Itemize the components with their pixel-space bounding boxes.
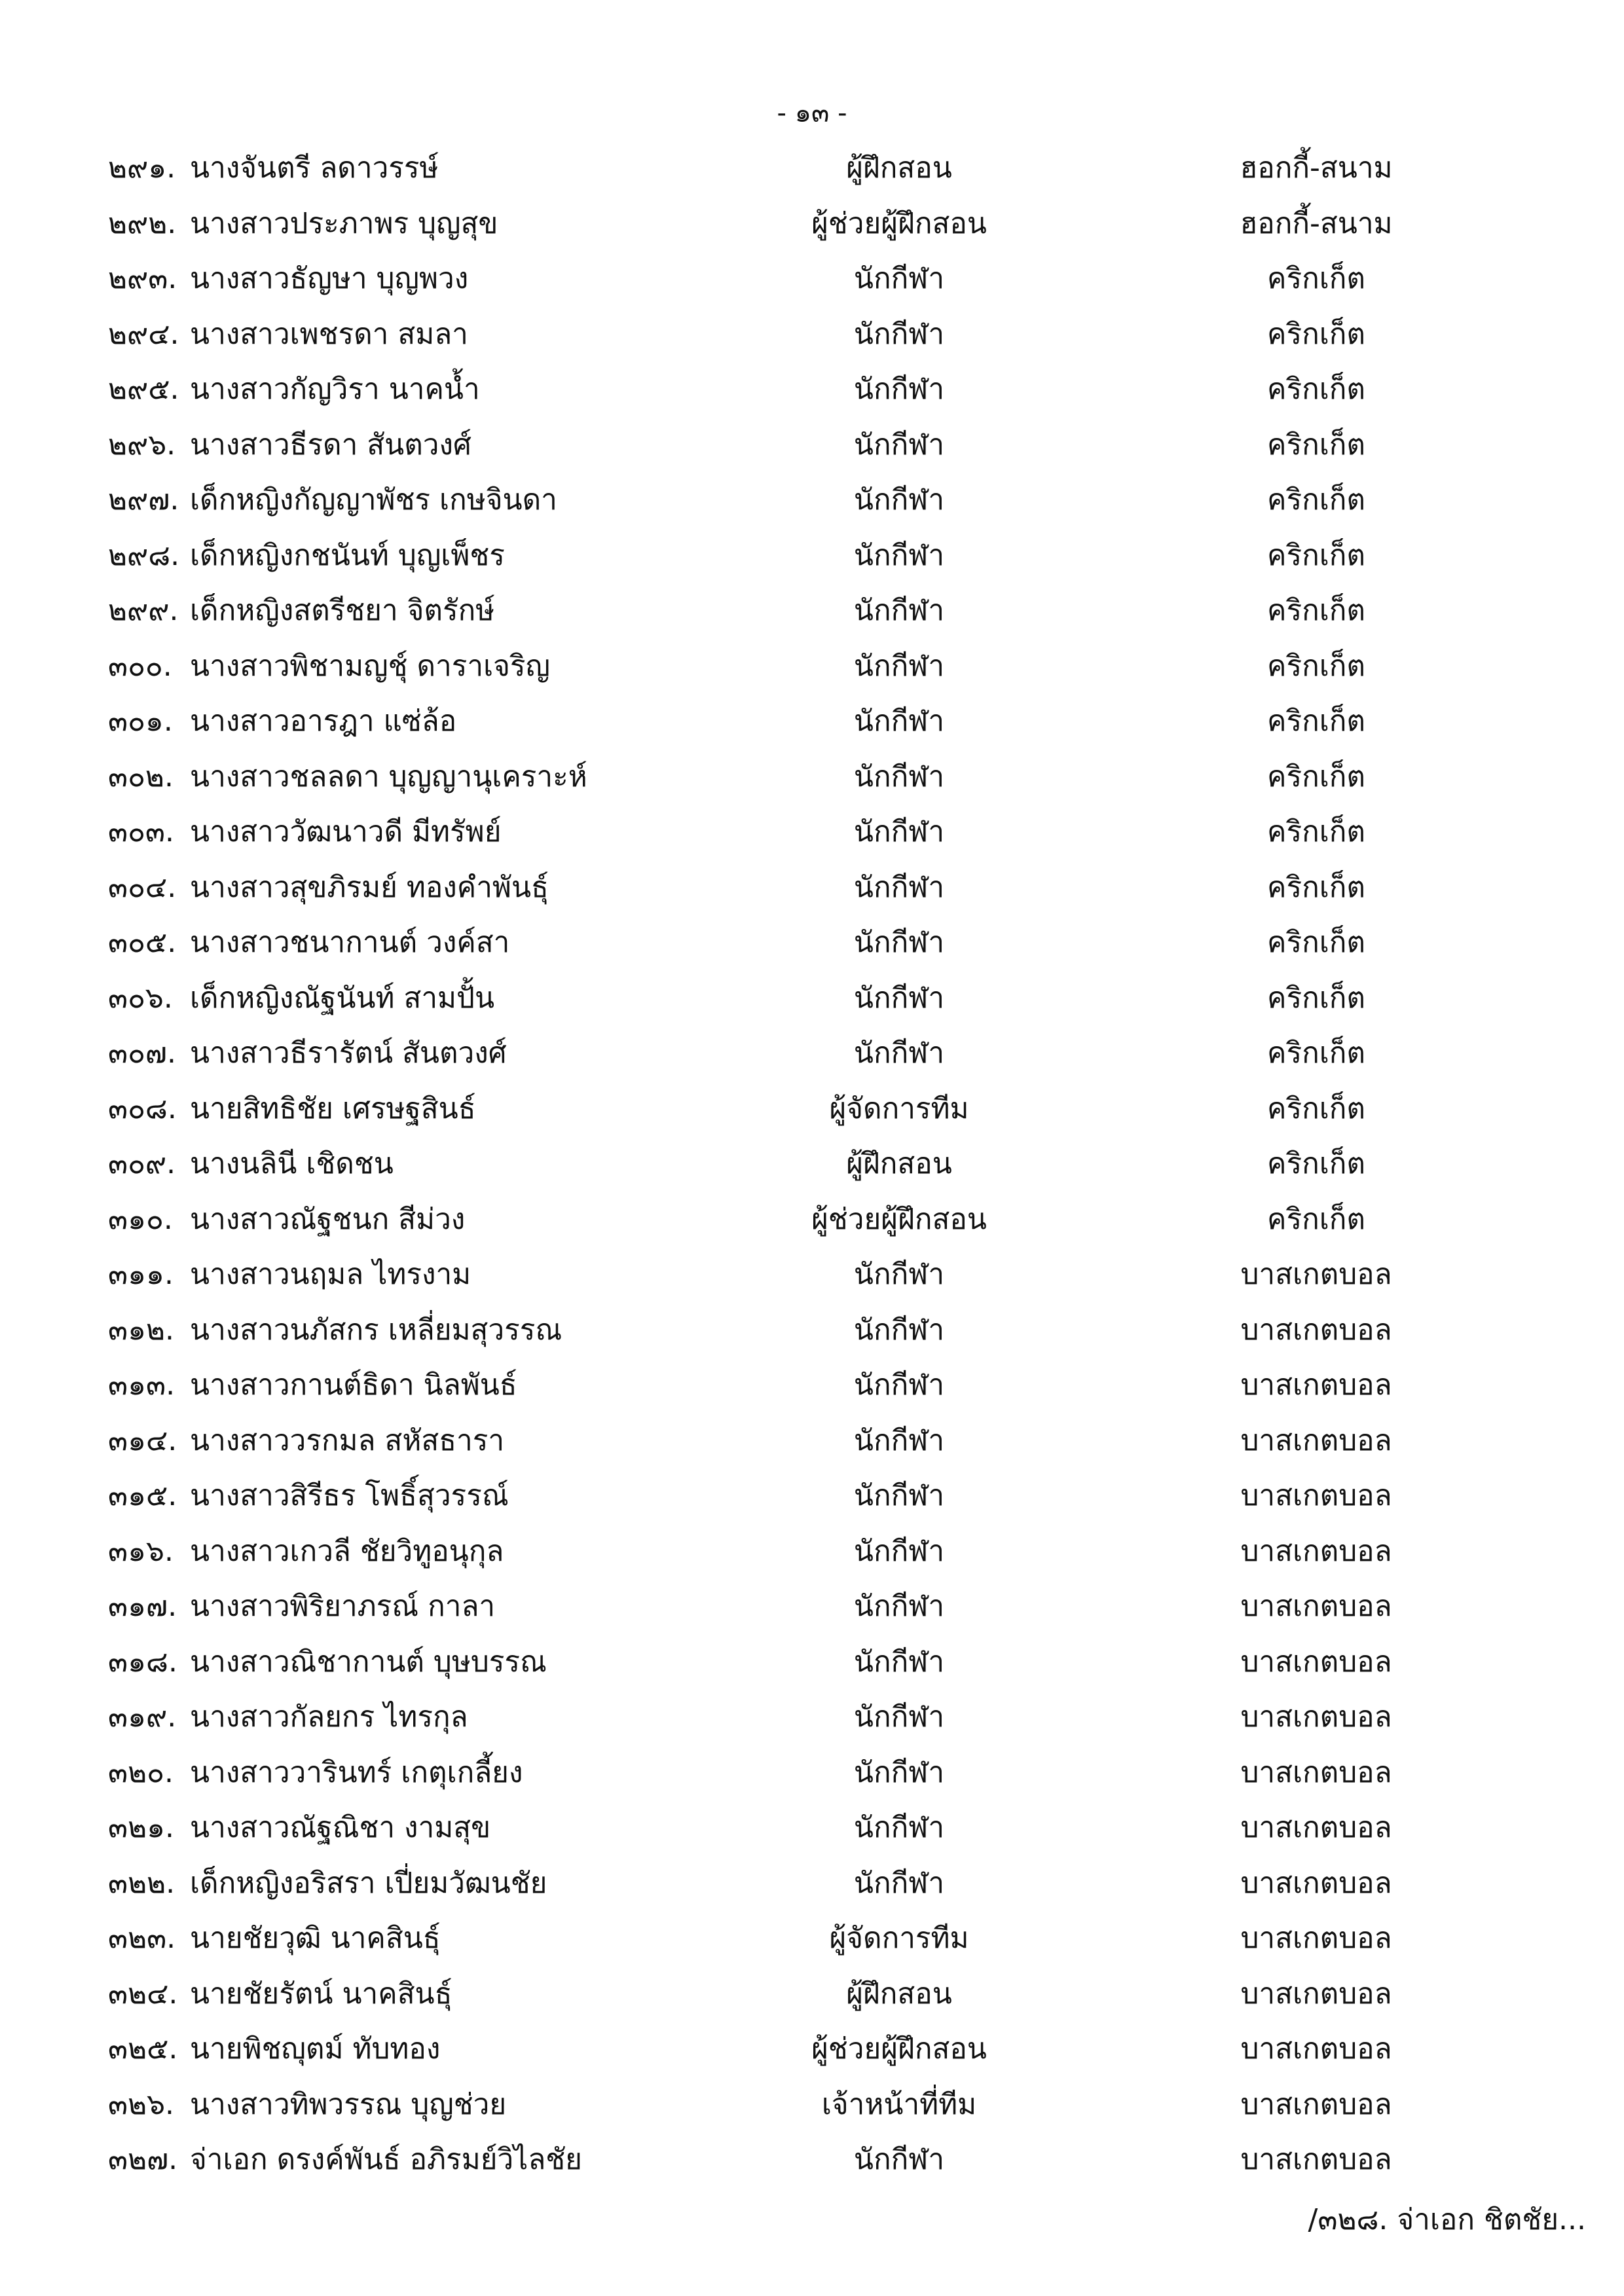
- list-item: [0, 418, 1624, 473]
- sport-label: คริกเก็ต: [1267, 759, 1365, 793]
- role-label: นักกีฬา: [853, 759, 945, 793]
- list-item: [0, 2132, 1624, 2188]
- footer-continue-note: /๓๒๘. จ่าเอก ชิตชัย...: [1308, 2203, 1586, 2236]
- list-item: [0, 750, 1624, 805]
- role-label: ผู้จัดการทีม: [829, 1922, 969, 1955]
- entry-number: ๓๒๖.: [108, 2087, 174, 2121]
- sport-label: บาสเกตบอล: [1240, 1811, 1392, 1844]
- person-name: นายพิชญุตม์ ทับทอง: [190, 2032, 441, 2066]
- entry-number: ๒๙๕.: [108, 373, 179, 406]
- entry-number: ๓๑๔.: [108, 1423, 177, 1457]
- sport-label: คริกเก็ต: [1267, 483, 1365, 517]
- role-label: ผู้ช่วยผู้ฝึกสอน: [811, 1202, 987, 1236]
- roster-list: [0, 141, 1624, 2188]
- sport-label: คริกเก็ต: [1267, 1036, 1365, 1070]
- sport-label: บาสเกตบอล: [1240, 1700, 1392, 1734]
- list-item: [0, 1468, 1624, 1524]
- entry-number: ๒๙๙.: [108, 594, 179, 627]
- entry-number: ๓๐๕.: [108, 926, 177, 959]
- sport-label: คริกเก็ต: [1267, 1202, 1365, 1236]
- sport-label: คริกเก็ต: [1267, 649, 1365, 683]
- role-label: นักกีฬา: [853, 1258, 945, 1291]
- list-item: [0, 2022, 1624, 2077]
- entry-number: ๓๑๓.: [108, 1368, 175, 1402]
- person-name: นางสาวพิชามญชุ์ ดาราเจริญ: [190, 649, 551, 683]
- person-name: นางสาวสิรีธร โพธิ์สุวรรณ์: [190, 1479, 509, 1512]
- role-label: นักกีฬา: [853, 1313, 945, 1347]
- person-name: นางสาวอารฎา แซ่ล้อ: [190, 704, 457, 738]
- entry-number: ๒๙๘.: [108, 538, 180, 572]
- role-label: นักกีฬา: [853, 594, 945, 627]
- role-label: ผู้จัดการทีม: [829, 1091, 969, 1125]
- page-number: - ๑๓ -: [777, 98, 847, 128]
- entry-number: ๒๙๗.: [108, 483, 179, 517]
- role-label: นักกีฬา: [853, 1423, 945, 1457]
- role-label: นักกีฬา: [853, 981, 945, 1015]
- person-name: นางสาวณิชากานต์ บุษบรรณ: [190, 1645, 547, 1679]
- list-item: [0, 362, 1624, 418]
- list-item: [0, 141, 1624, 196]
- person-name: นางสาวประภาพร บุญสุข: [190, 206, 498, 240]
- sport-label: บาสเกตบอล: [1240, 1866, 1392, 1900]
- list-item: [0, 1247, 1624, 1303]
- sport-label: บาสเกตบอล: [1240, 1258, 1392, 1291]
- list-item: [0, 1137, 1624, 1192]
- person-name: นางสาวเพชรดา สมลา: [190, 317, 468, 351]
- list-item: [0, 2077, 1624, 2133]
- person-name: นางสาวณัฐณิชา งามสุข: [190, 1811, 491, 1844]
- entry-number: ๒๙๑.: [108, 151, 176, 185]
- list-item: [0, 971, 1624, 1027]
- person-name: นางสาววารินทร์ เกตุเกลี้ยง: [190, 1755, 523, 1789]
- role-label: นักกีฬา: [853, 1755, 945, 1789]
- person-name: นางสาวธีรดา สันตวงศ์: [190, 428, 471, 462]
- person-name: นางสาวกัลยกร ไทรกุล: [190, 1700, 468, 1734]
- role-label: นักกีฬา: [853, 262, 945, 295]
- entry-number: ๓๐๙.: [108, 1147, 176, 1180]
- sport-label: บาสเกตบอล: [1240, 2087, 1392, 2121]
- person-name: นางสาวนฤมล ไทรงาม: [190, 1258, 471, 1291]
- sport-label: บาสเกตบอล: [1240, 1313, 1392, 1347]
- role-label: นักกีฬา: [853, 1866, 945, 1900]
- role-label: ผู้ฝึกสอน: [846, 1977, 952, 2011]
- entry-number: ๓๐๖.: [108, 981, 173, 1015]
- person-name: นางสาวพิริยาภรณ์ กาลา: [190, 1590, 496, 1623]
- person-name: นางสาวเกวลี ชัยวิทูอนุกุล: [190, 1534, 504, 1568]
- role-label: นักกีฬา: [853, 649, 945, 683]
- role-label: นักกีฬา: [853, 704, 945, 738]
- sport-label: คริกเก็ต: [1267, 594, 1365, 627]
- entry-number: ๓๒๔.: [108, 1977, 178, 2011]
- sport-label: คริกเก็ต: [1267, 981, 1365, 1015]
- person-name: นายชัยรัตน์ นาคสินธุ์: [190, 1977, 452, 2011]
- role-label: ผู้ช่วยผู้ฝึกสอน: [811, 2032, 987, 2066]
- person-name: นางสาวณัฐชนก สีม่วง: [190, 1202, 466, 1236]
- list-item: [0, 1524, 1624, 1580]
- list-item: [0, 694, 1624, 750]
- entry-number: ๓๐๗.: [108, 1036, 177, 1070]
- entry-number: ๓๒๗.: [108, 2143, 178, 2176]
- person-name: เด็กหญิงกัญญาพัชร เกษจินดา: [190, 483, 557, 517]
- list-item: [0, 639, 1624, 695]
- person-name: นางนลินี เชิดชน: [190, 1147, 394, 1180]
- sport-label: บาสเกตบอล: [1240, 1590, 1392, 1623]
- sport-label: คริกเก็ต: [1267, 262, 1365, 295]
- list-item: [0, 1635, 1624, 1690]
- sport-label: คริกเก็ต: [1267, 870, 1365, 904]
- role-label: นักกีฬา: [853, 373, 945, 406]
- sport-label: บาสเกตบอล: [1240, 1368, 1392, 1402]
- role-label: นักกีฬา: [853, 317, 945, 351]
- list-item: [0, 915, 1624, 971]
- entry-number: ๒๙๔.: [108, 317, 179, 351]
- sport-label: คริกเก็ต: [1267, 926, 1365, 959]
- entry-number: ๓๐๑.: [108, 704, 173, 738]
- person-name: นางสาววรกมล สหัสธารา: [190, 1423, 505, 1457]
- list-item: [0, 583, 1624, 639]
- person-name: เด็กหญิงกชนันท์ บุญเพ็ชร: [190, 538, 505, 572]
- person-name: เด็กหญิงอริสรา เปี่ยมวัฒนชัย: [190, 1866, 547, 1900]
- role-label: นักกีฬา: [853, 815, 945, 848]
- entry-number: ๒๙๖.: [108, 428, 176, 462]
- entry-number: ๓๒๐.: [108, 1755, 174, 1789]
- entry-number: ๓๐๘.: [108, 1091, 177, 1125]
- role-label: นักกีฬา: [853, 1368, 945, 1402]
- list-item: [0, 1800, 1624, 1856]
- entry-number: ๓๒๓.: [108, 1922, 176, 1955]
- sport-label: คริกเก็ต: [1267, 1147, 1365, 1180]
- list-item: [0, 1026, 1624, 1082]
- entry-number: ๓๑๘.: [108, 1645, 177, 1679]
- sport-label: บาสเกตบอล: [1240, 2143, 1392, 2176]
- sport-label: คริกเก็ต: [1267, 815, 1365, 848]
- entry-number: ๓๐๒.: [108, 759, 174, 793]
- entry-number: ๓๑๐.: [108, 1202, 173, 1236]
- role-label: นักกีฬา: [853, 428, 945, 462]
- person-name: นางสาวนภัสกร เหลี่ยมสุวรรณ: [190, 1313, 563, 1347]
- person-name: นายสิทธิชัย เศรษฐสินธ์: [190, 1091, 476, 1125]
- sport-label: คริกเก็ต: [1267, 373, 1365, 406]
- entry-number: ๓๑๗.: [108, 1590, 177, 1623]
- person-name: นางสาวชนากานต์ วงค์สา: [190, 926, 510, 959]
- entry-number: ๓๒๒.: [108, 1866, 175, 1900]
- sport-label: บาสเกตบอล: [1240, 1479, 1392, 1512]
- role-label: นักกีฬา: [853, 926, 945, 959]
- sport-label: คริกเก็ต: [1267, 704, 1365, 738]
- person-name: นางสาวสุขภิรมย์ ทองคำพันธุ์: [190, 870, 549, 904]
- entry-number: ๓๒๑.: [108, 1811, 174, 1844]
- role-label: นักกีฬา: [853, 2143, 945, 2176]
- person-name: นางสาวชลลดา บุญญานุเคราะห์: [190, 759, 587, 793]
- list-item: [0, 1192, 1624, 1248]
- entry-number: ๒๙๒.: [108, 206, 177, 240]
- list-item: [0, 1911, 1624, 1967]
- sport-label: บาสเกตบอล: [1240, 1755, 1392, 1789]
- list-item: [0, 1413, 1624, 1469]
- entry-number: ๓๑๙.: [108, 1700, 177, 1734]
- person-name: นางสาวกัญวิรา นาคน้ำ: [190, 373, 480, 406]
- role-label: นักกีฬา: [853, 1479, 945, 1512]
- entry-number: ๓๐๓.: [108, 815, 174, 848]
- entry-number: ๓๑๕.: [108, 1479, 177, 1512]
- role-label: นักกีฬา: [853, 538, 945, 572]
- sport-label: ฮอกกี้-สนาม: [1240, 151, 1393, 185]
- sport-label: บาสเกตบอล: [1240, 2032, 1392, 2066]
- entry-number: ๓๐๐.: [108, 649, 172, 683]
- entry-number: ๓๑๑.: [108, 1258, 174, 1291]
- list-item: [0, 1745, 1624, 1801]
- entry-number: ๓๒๕.: [108, 2032, 178, 2066]
- list-item: [0, 1082, 1624, 1137]
- list-item: [0, 528, 1624, 584]
- person-name: เด็กหญิงณัฐนันท์ สามปั้น: [190, 981, 495, 1015]
- list-item: [0, 1579, 1624, 1635]
- sport-label: บาสเกตบอล: [1240, 1977, 1392, 2011]
- role-label: นักกีฬา: [853, 870, 945, 904]
- entry-number: ๓๐๔.: [108, 870, 177, 904]
- list-item: [0, 1303, 1624, 1358]
- sport-label: ฮอกกี้-สนาม: [1240, 206, 1393, 240]
- list-item: [0, 307, 1624, 363]
- sport-label: บาสเกตบอล: [1240, 1534, 1392, 1568]
- person-name: นางสาววัฒนาวดี มีทรัพย์: [190, 815, 502, 848]
- role-label: นักกีฬา: [853, 483, 945, 517]
- list-item: [0, 251, 1624, 307]
- list-item: [0, 473, 1624, 528]
- role-label: นักกีฬา: [853, 1534, 945, 1568]
- person-name: นางสาวทิพวรรณ บุญช่วย: [190, 2087, 507, 2121]
- sport-label: คริกเก็ต: [1267, 428, 1365, 462]
- list-item: [0, 1856, 1624, 1912]
- role-label: ผู้ช่วยผู้ฝึกสอน: [811, 206, 987, 240]
- role-label: เจ้าหน้าที่ทีม: [821, 2087, 977, 2121]
- list-item: [0, 860, 1624, 916]
- sport-label: บาสเกตบอล: [1240, 1922, 1392, 1955]
- person-name: เด็กหญิงสตรีชยา จิตรักษ์: [190, 594, 495, 627]
- role-label: นักกีฬา: [853, 1590, 945, 1623]
- entry-number: ๓๑๒.: [108, 1313, 174, 1347]
- sport-label: บาสเกตบอล: [1240, 1645, 1392, 1679]
- person-name: นายชัยวุฒิ นาคสินธุ์: [190, 1922, 441, 1955]
- sport-label: คริกเก็ต: [1267, 538, 1365, 572]
- person-name: นางสาวกานต์ธิดา นิลพันธ์: [190, 1368, 517, 1402]
- list-item: [0, 196, 1624, 252]
- person-name: นางสาวธีรารัตน์ สันตวงศ์: [190, 1036, 507, 1070]
- sport-label: คริกเก็ต: [1267, 317, 1365, 351]
- role-label: นักกีฬา: [853, 1811, 945, 1844]
- person-name: จ่าเอก ดรงค์พันธ์ อภิรมย์วิไลชัย: [190, 2143, 582, 2176]
- list-item: [0, 1690, 1624, 1745]
- list-item: [0, 1967, 1624, 2022]
- entry-number: ๓๑๖.: [108, 1534, 174, 1568]
- role-label: นักกีฬา: [853, 1036, 945, 1070]
- list-item: [0, 1358, 1624, 1413]
- sport-label: คริกเก็ต: [1267, 1091, 1365, 1125]
- role-label: นักกีฬา: [853, 1700, 945, 1734]
- list-item: [0, 805, 1624, 860]
- entry-number: ๒๙๓.: [108, 262, 177, 295]
- person-name: นางสาวธัญษา บุญพวง: [190, 262, 469, 295]
- role-label: ผู้ฝึกสอน: [846, 151, 952, 185]
- role-label: นักกีฬา: [853, 1645, 945, 1679]
- sport-label: บาสเกตบอล: [1240, 1423, 1392, 1457]
- role-label: ผู้ฝึกสอน: [846, 1147, 952, 1180]
- person-name: นางจันตรี ลดาวรรษ์: [190, 151, 439, 185]
